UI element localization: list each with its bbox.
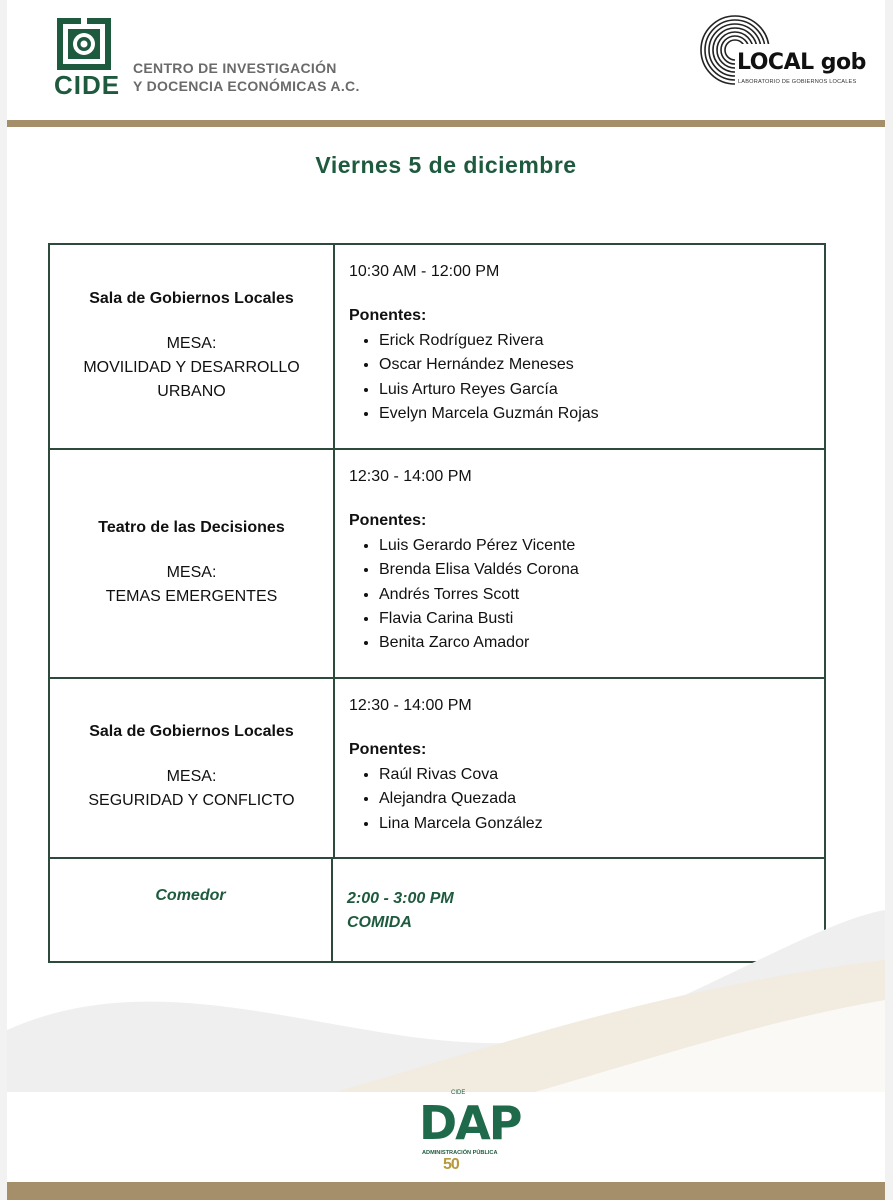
program-page	[7, 0, 885, 1200]
header-divider	[7, 120, 885, 127]
mesa-topic: SEGURIDAD Y CONFLICTO	[88, 792, 295, 809]
cide-institution-name	[133, 59, 360, 95]
meal-label: COMIDA	[347, 914, 412, 931]
dap-subtitle: ADMINISTRACIÓN PÚBLICA	[422, 1150, 498, 1156]
speaker-item: • Luis Arturo Reyes García	[379, 378, 824, 402]
mesa-topic: MOVILIDAD Y DESARROLLO URBANO	[83, 358, 300, 400]
speaker-item: • Andrés Torres Scott	[379, 583, 824, 607]
localgob-subtitle: LABORATORIO DE GOBIERNOS LOCALES	[738, 79, 857, 85]
session-details-cell	[335, 245, 824, 448]
venue-name: Sala de Gobiernos Locales	[89, 289, 294, 307]
session-row	[50, 448, 824, 677]
ponentes-label: Ponentes:	[349, 512, 427, 529]
ponentes-label: Ponentes:	[349, 307, 427, 324]
venue-name: Sala de Gobiernos Locales	[89, 723, 294, 740]
meal-time: 2:00 - 3:00 PM	[347, 890, 454, 907]
schedule-table	[48, 243, 826, 963]
meal-venue: Comedor	[155, 887, 226, 904]
mesa-block	[106, 561, 278, 609]
session-details-cell	[335, 450, 824, 677]
footer-bar	[7, 1182, 885, 1200]
speaker-list	[349, 329, 824, 426]
session-details-cell	[335, 679, 824, 857]
mesa-block	[88, 765, 294, 813]
localgob-logo-text: LOCAL gob	[737, 50, 866, 75]
session-venue-cell	[50, 679, 335, 857]
speaker-item: • Oscar Hernández Meneses	[379, 353, 824, 377]
speaker-item: • Luis Gerardo Pérez Vicente	[379, 534, 824, 558]
ponentes-label: Ponentes:	[349, 741, 427, 758]
speaker-list	[349, 763, 824, 836]
decorative-waves	[7, 900, 885, 1100]
cide-logo-icon	[57, 18, 111, 70]
dap-anniversary: 50	[443, 1156, 459, 1173]
page-title: Viernes 5 de diciembre	[315, 152, 577, 178]
mesa-label: MESA:	[166, 334, 217, 352]
mesa-label: MESA:	[166, 768, 217, 785]
session-time: 10:30 AM - 12:00 PM	[349, 263, 500, 280]
cide-name-line1: CENTRO DE INVESTIGACIÓN	[133, 60, 337, 76]
speaker-item: • Flavia Carina Busti	[379, 607, 824, 631]
session-time: 12:30 - 14:00 PM	[349, 697, 472, 714]
cide-name-line2: Y DOCENCIA ECONÓMICAS A.C.	[133, 78, 360, 94]
speaker-item: • Benita Zarco Amador	[379, 631, 824, 655]
session-time: 12:30 - 14:00 PM	[349, 468, 472, 485]
cide-logo-text: CIDE	[54, 70, 121, 100]
dap-logo-text: DAP	[419, 1096, 521, 1150]
speaker-item: • Evelyn Marcela Guzmán Rojas	[379, 402, 824, 426]
mesa-topic: TEMAS EMERGENTES	[105, 587, 278, 605]
speaker-item: • Brenda Elisa Valdés Corona	[379, 558, 824, 582]
speaker-item: • Erick Rodríguez Rivera	[379, 329, 824, 353]
session-row	[50, 677, 824, 857]
speaker-list	[349, 534, 824, 655]
speaker-item: • Alejandra Quezada	[379, 787, 824, 811]
session-venue-cell	[50, 245, 335, 448]
dap-top-text: CIDE	[451, 1090, 466, 1096]
speaker-item: • Lina Marcela González	[379, 812, 824, 836]
venue-name: Teatro de las Decisiones	[98, 518, 285, 536]
session-venue-cell	[50, 450, 335, 677]
speaker-item: • Raúl Rivas Cova	[379, 763, 824, 787]
mesa-block	[67, 332, 317, 404]
session-row	[50, 245, 824, 448]
mesa-label: MESA:	[166, 563, 217, 581]
